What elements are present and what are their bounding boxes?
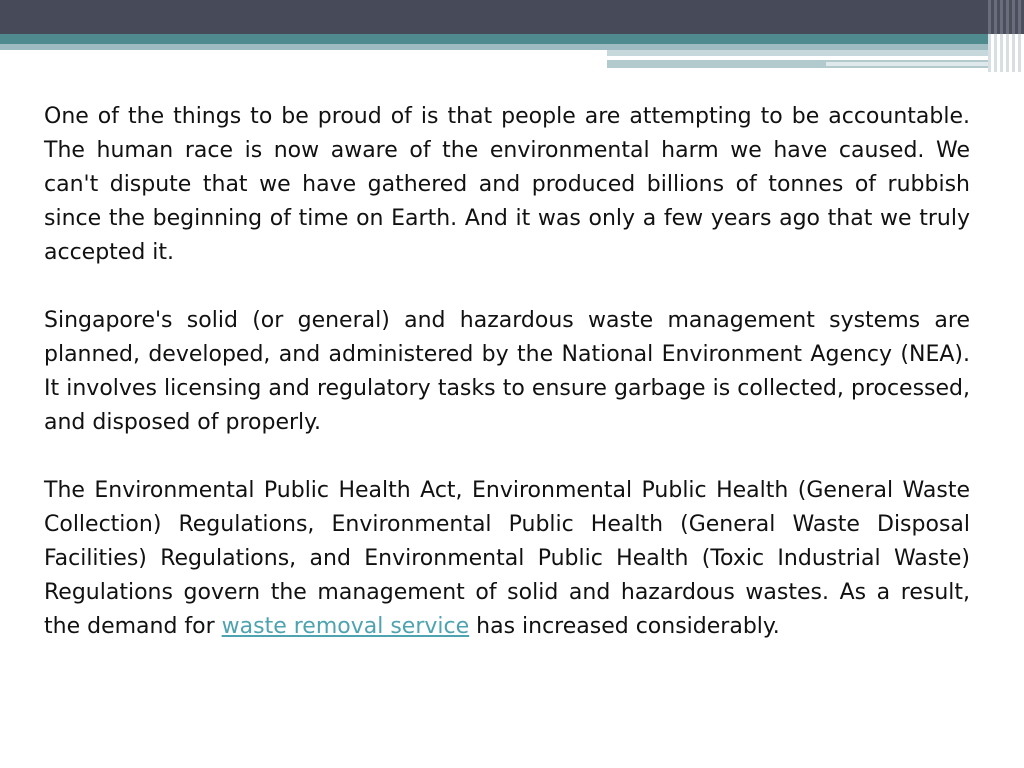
slide-body-text: [44, 100, 970, 678]
header-accent-band: [607, 50, 1024, 56]
header-bar-teal: [0, 34, 1024, 44]
paragraph-2: Singapore's solid (or general) and hazardous waste management systems are planned, developed, and administered by the National Environment Agency (NEA). It involves licensing and regulatory tasks to ensure garbage is collected, processed, and disposed of properly.: [44, 308, 970, 435]
waste-removal-service-link[interactable]: waste removal service: [221, 614, 470, 639]
corner-stripes-decoration: [988, 0, 1024, 72]
paragraph-3-text-before: The Environmental Public Health Act, Environmental Public Health (General Waste Collection) Regulations, Environmental Public Health (General Waste Disposal Facilities) Regulations, and Environmental Public Health (Toxic Industrial Waste) Regulations govern the management of solid and hazardous wastes. As a result, the demand for: [44, 478, 970, 639]
paragraph-3-text-after: has increased considerably.: [469, 614, 780, 639]
paragraph-3: [44, 474, 970, 644]
paragraph-1: One of the things to be proud of is that people are attempting to be accountable. The human race is now aware of the environmental harm we have caused. We can't dispute that we have gathered and produced billions of tonnes of rubbish since the beginning of time on Earth. And it was only a few years ago that we truly accepted it.: [44, 104, 970, 265]
header-bar-dark: [0, 0, 1024, 34]
